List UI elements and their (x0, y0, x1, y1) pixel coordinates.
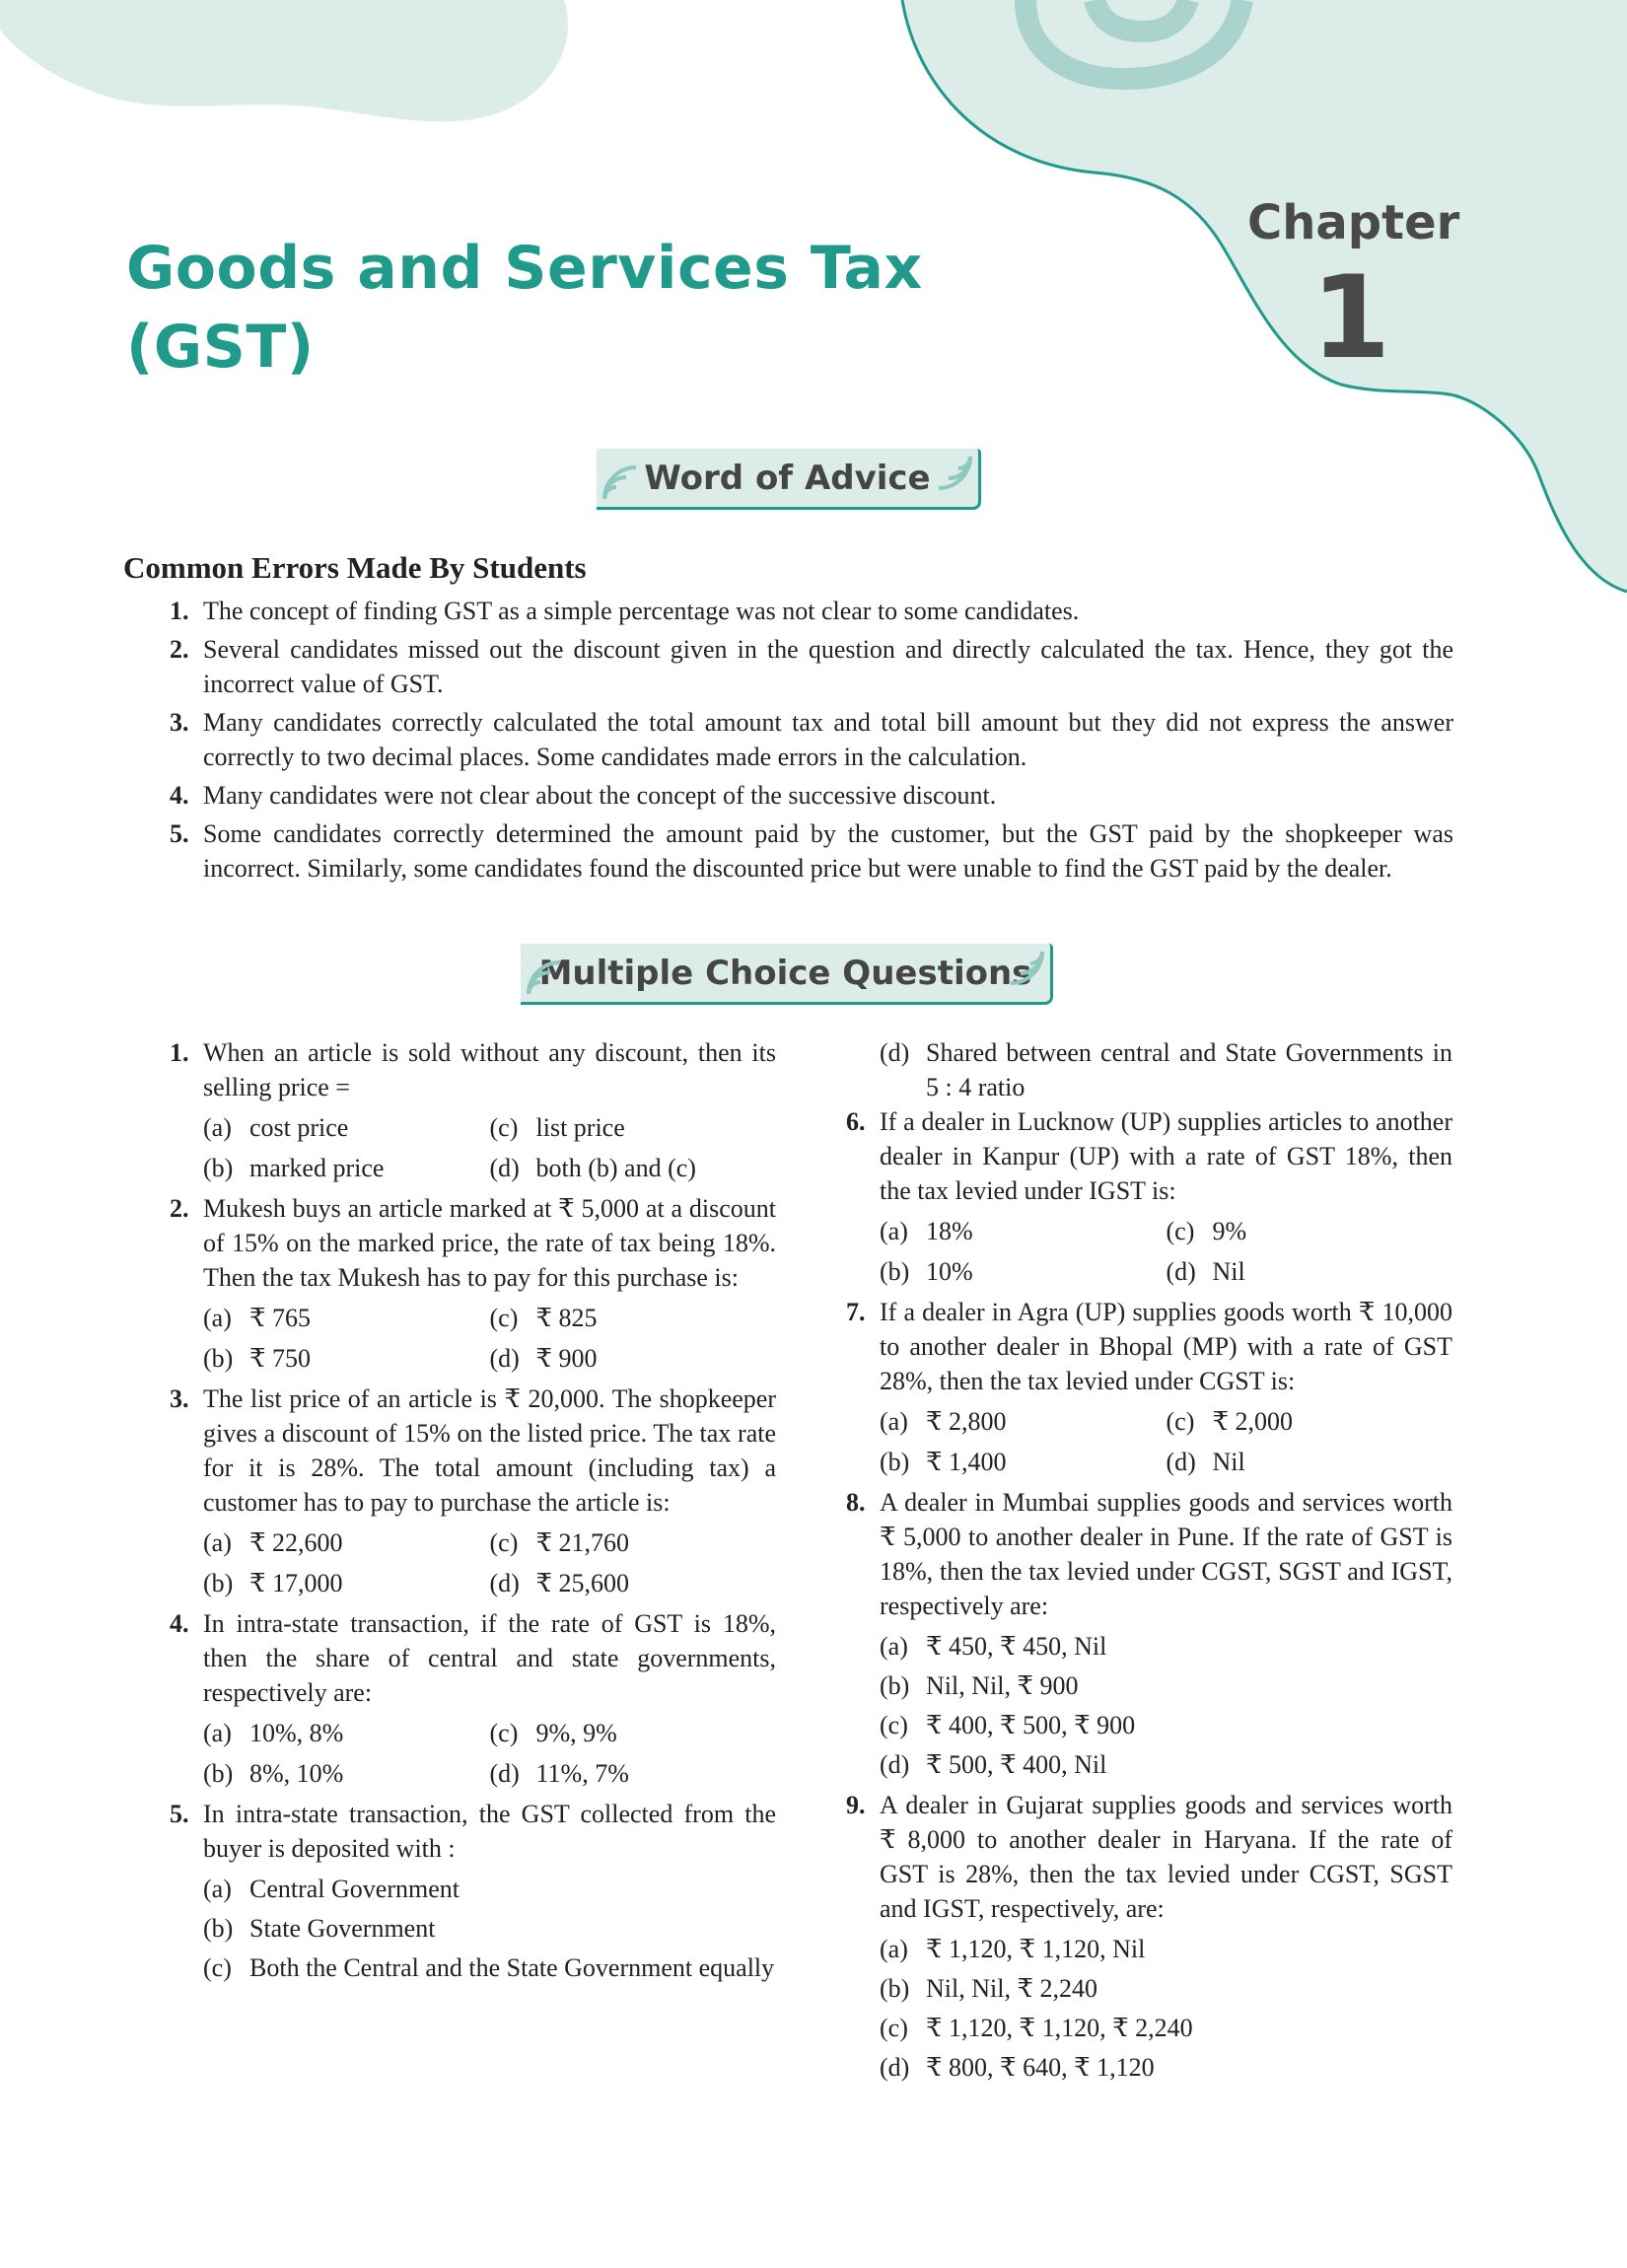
option-label: (c) (203, 1953, 232, 1982)
option-text: ₹ 22,600 (249, 1528, 343, 1557)
item-number: 8. (846, 1488, 866, 1517)
option-text: 8%, 10% (249, 1759, 344, 1788)
item-number: 5. (170, 819, 189, 848)
question-text: The list price of an article is ₹ 20,000. The shopkeeper gives a discount of 15% on the listed price. The tax rate for it is 28%. The total amount (including tax) a customer has to pay to purchase the article is: (203, 1384, 776, 1517)
item-number: 6. (846, 1107, 866, 1136)
arc-decoration-icon (1007, 948, 1046, 987)
option-c (1167, 1404, 1453, 1439)
option-b (203, 1911, 776, 1946)
question-text: If a dealer in Agra (UP) supplies goods worth ₹ 10,000 to another dealer in Bhopal (MP) with a rate of GST 28%, then the tax levied under CGST is: (880, 1298, 1452, 1395)
option-label: (b) (203, 1569, 234, 1597)
option-a (203, 1301, 490, 1335)
question-9 (846, 1788, 1452, 2085)
chapter-number: 1 (1310, 251, 1391, 385)
option-c (880, 2011, 1452, 2045)
option-c (490, 1525, 777, 1560)
item-number: 9. (846, 1791, 866, 1819)
question-3 (170, 1382, 776, 1600)
title-line-2: (GST) (126, 313, 315, 382)
question-5 (170, 1797, 776, 1985)
option-text: Nil, Nil, ₹ 2,240 (926, 1974, 1097, 2003)
option-text: ₹ 500, ₹ 400, Nil (926, 1750, 1107, 1779)
option-b (203, 1566, 490, 1600)
option-label: (d) (880, 1038, 910, 1067)
item-number: 3. (170, 708, 189, 737)
option-text: marked price (249, 1154, 385, 1182)
option-text: 9%, 9% (535, 1719, 617, 1747)
option-label: (c) (489, 1113, 519, 1142)
option-label: (c) (489, 1304, 519, 1332)
arc-decoration-icon (525, 958, 564, 998)
option-label: (b) (880, 1671, 910, 1700)
option-label: (c) (1166, 1407, 1195, 1436)
question-1 (170, 1035, 776, 1185)
item-number: 1. (170, 597, 189, 625)
question-text: If a dealer in Lucknow (UP) supplies articles to another dealer in Kanpur (UP) with a rate of GST 18%, then the tax levied under IGST is: (880, 1107, 1452, 1205)
option-label: (d) (489, 1569, 520, 1597)
option-text: Nil (1212, 1448, 1245, 1476)
common-errors-list (170, 594, 1453, 889)
item-number: 3. (170, 1384, 189, 1413)
option-b (880, 1254, 1167, 1289)
question-text: A dealer in Gujarat supplies goods and services worth ₹ 8,000 to another dealer in Haryana. If the rate of GST is 28%, then the tax levied under CGST, SGST and IGST, respectively, are: (880, 1791, 1452, 1923)
option-c (490, 1110, 777, 1145)
option-label: (a) (880, 1407, 908, 1436)
option-label: (a) (203, 1113, 232, 1142)
option-label: (b) (880, 1974, 910, 2003)
option-label: (b) (203, 1914, 234, 1943)
option-a (203, 1716, 490, 1750)
option-text: ₹ 1,120, ₹ 1,120, ₹ 2,240 (926, 2014, 1193, 2042)
option-label: (c) (489, 1719, 519, 1747)
option-text: ₹ 21,760 (535, 1528, 630, 1557)
option-d (490, 1151, 777, 1185)
option-label: (a) (880, 1632, 908, 1661)
option-c (203, 1950, 776, 1985)
option-label: (b) (880, 1257, 910, 1286)
option-text: ₹ 2,800 (926, 1407, 1007, 1436)
option-text: ₹ 25,600 (535, 1569, 630, 1597)
option-text: State Government (249, 1914, 436, 1943)
item-number: 1. (170, 1038, 189, 1067)
option-text: 10% (926, 1257, 973, 1286)
option-text: Central Government (249, 1875, 460, 1903)
item-number: 2. (170, 635, 189, 664)
option-text: 18% (926, 1217, 973, 1245)
option-d (880, 1035, 1452, 1104)
option-b (203, 1341, 490, 1376)
word-of-advice-banner (597, 449, 981, 510)
option-label: (d) (880, 2053, 910, 2082)
option-text: 11%, 7% (535, 1759, 629, 1788)
option-text: ₹ 400, ₹ 500, ₹ 900 (926, 1711, 1136, 1739)
option-label: (c) (489, 1528, 519, 1557)
option-label: (d) (489, 1759, 520, 1788)
option-a (880, 1214, 1167, 1248)
option-d (880, 1747, 1452, 1782)
option-label: (b) (203, 1344, 234, 1373)
arc-decoration-icon (935, 453, 974, 492)
item-number: 5. (170, 1800, 189, 1828)
option-b (203, 1151, 490, 1185)
option-c (1167, 1214, 1453, 1248)
option-c (880, 1708, 1452, 1742)
option-c (490, 1301, 777, 1335)
option-label: (a) (203, 1528, 232, 1557)
option-label: (c) (880, 2014, 908, 2042)
option-text: cost price (249, 1113, 349, 1142)
question-text: Mukesh buys an article marked at ₹ 5,000 at a discount of 15% on the marked price, the rate of tax being 18%. Then the tax Mukesh has to pay for this purchase is: (203, 1194, 776, 1292)
top-left-blob (0, 0, 568, 121)
option-d (880, 2050, 1452, 2085)
question-text: When an article is sold without any discount, then its selling price = (203, 1038, 776, 1101)
mcq-left-column (170, 1035, 776, 1991)
option-a (880, 1932, 1452, 1966)
option-b (880, 1445, 1167, 1479)
option-label: (a) (880, 1935, 908, 1963)
chapter-label: Chapter (1247, 195, 1460, 250)
option-text: 10%, 8% (249, 1719, 344, 1747)
option-label: (d) (489, 1154, 520, 1182)
question-2 (170, 1191, 776, 1376)
option-text: ₹ 1,120, ₹ 1,120, Nil (926, 1935, 1146, 1963)
option-d (1167, 1254, 1453, 1289)
option-b (880, 1668, 1452, 1703)
list-item: 4. Many candidates were not clear about the concept of the successive discount. (170, 778, 1453, 813)
option-text: Shared between central and State Governments in 5 : 4 ratio (926, 1038, 1452, 1101)
option-text: ₹ 825 (535, 1304, 598, 1332)
option-d (1167, 1445, 1453, 1479)
question-8 (846, 1485, 1452, 1782)
mcq-banner (521, 944, 1053, 1005)
page-title (126, 229, 923, 387)
option-label: (b) (203, 1759, 234, 1788)
option-a (880, 1404, 1167, 1439)
question-4 (170, 1606, 776, 1791)
option-label: (a) (203, 1304, 232, 1332)
item-number: 7. (846, 1298, 866, 1326)
option-b (880, 1971, 1452, 2006)
question-7 (846, 1295, 1452, 1479)
option-label: (a) (203, 1719, 232, 1747)
list-item: 5. Some candidates correctly determined the amount paid by the customer, but the GST paid by the shopkeeper was incorrect. Similarly, some candidates found the discounted price but were unable to find the GST paid by the dealer. (170, 816, 1453, 886)
arc-decoration-icon (601, 463, 640, 503)
option-d (490, 1566, 777, 1600)
option-label: (b) (880, 1448, 910, 1476)
option-label: (d) (1166, 1257, 1196, 1286)
common-errors-heading: Common Errors Made By Students (123, 550, 587, 585)
option-text: list price (535, 1113, 625, 1142)
question-text: A dealer in Mumbai supplies goods and services worth ₹ 5,000 to another dealer in Pune. If the rate of GST is 18%, then the tax levied under CGST, SGST and IGST, respectively are: (880, 1488, 1452, 1620)
mcq-right-column (846, 1035, 1452, 2091)
option-text: ₹ 1,400 (926, 1448, 1007, 1476)
option-label: (a) (880, 1217, 908, 1245)
option-text: both (b) and (c) (535, 1154, 696, 1182)
option-label: (b) (203, 1154, 234, 1182)
option-text: ₹ 765 (249, 1304, 312, 1332)
option-d (490, 1756, 777, 1791)
option-label: (d) (880, 1750, 910, 1779)
option-label: (d) (1166, 1448, 1196, 1476)
banner-label: Word of Advice (644, 458, 931, 498)
option-a (880, 1629, 1452, 1664)
item-number: 2. (170, 1194, 189, 1223)
option-text: Nil, Nil, ₹ 900 (926, 1671, 1079, 1700)
list-item: 3. Many candidates correctly calculated the total amount tax and total bill amount but they did not express the answer correctly to two decimal places. Some candidates made errors in the calculation. (170, 705, 1453, 774)
option-text: Both the Central and the State Government equally (249, 1953, 775, 1982)
option-text: ₹ 450, ₹ 450, Nil (926, 1632, 1107, 1661)
option-label: (d) (489, 1344, 520, 1373)
option-a (203, 1525, 490, 1560)
option-c (490, 1716, 777, 1750)
option-text: ₹ 2,000 (1212, 1407, 1294, 1436)
option-text: ₹ 800, ₹ 640, ₹ 1,120 (926, 2053, 1155, 2082)
option-text: Nil (1212, 1257, 1245, 1286)
option-label: (c) (880, 1711, 908, 1739)
item-number: 4. (170, 781, 189, 810)
question-6 (846, 1104, 1452, 1289)
title-line-1: Goods and Services Tax (126, 234, 923, 303)
option-text: 9% (1212, 1217, 1247, 1245)
item-number: 4. (170, 1609, 189, 1638)
list-item: 2. Several candidates missed out the discount given in the question and directly calculated the tax. Hence, they got the incorrect value of GST. (170, 632, 1453, 701)
list-item: 1. The concept of finding GST as a simple percentage was not clear to some candidates. (170, 594, 1453, 628)
option-a (203, 1110, 490, 1145)
option-text: ₹ 17,000 (249, 1569, 343, 1597)
question-5-continued (880, 1035, 1452, 1104)
question-text: In intra-state transaction, the GST collected from the buyer is deposited with : (203, 1800, 776, 1863)
question-text: In intra-state transaction, if the rate of GST is 18%, then the share of central and state governments, respectively are: (203, 1609, 776, 1707)
option-label: (a) (203, 1875, 232, 1903)
option-a (203, 1872, 776, 1906)
option-text: ₹ 900 (535, 1344, 598, 1373)
banner-label: Multiple Choice Questions (538, 953, 1032, 993)
option-text: ₹ 750 (249, 1344, 312, 1373)
option-d (490, 1341, 777, 1376)
option-b (203, 1756, 490, 1791)
option-label: (c) (1166, 1217, 1195, 1245)
